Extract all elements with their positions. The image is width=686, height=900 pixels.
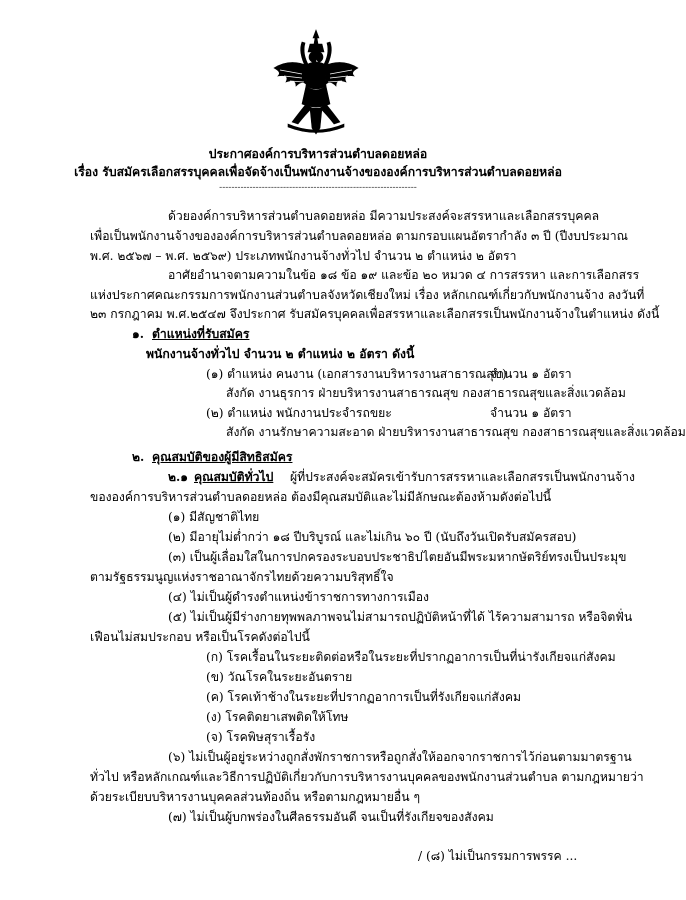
- section2-1-number: ๒.๑: [168, 470, 189, 484]
- intro-p1-line2: เพื่อเป็นพนักงานจ้างขององค์การบริหารส่วนตำบลดอยหล่อ ตามกรอบแผนอัตรากำลัง ๓ ปี (ปีงบประมาณ: [90, 229, 628, 243]
- qualification-item-5-line1: (๕) ไม่เป็นผู้มีร่างกายทุพพลภาพจนไม่สามารถปฏิบัติหน้าที่ได้ ไร้ความสามารถ หรือจิตฟั่น: [168, 610, 633, 624]
- disease-item: (ก) โรคเรื้อนในระยะติดต่อหรือในระยะที่ปรากฏอาการเป็นที่น่ารังเกียจแก่สังคม: [206, 650, 616, 664]
- qualification-item-1: (๑) มีสัญชาติไทย: [168, 510, 260, 524]
- header-divider: -----------------------------------------------------------------: [219, 183, 417, 193]
- position-2-count: จำนวน ๑ อัตรา: [490, 406, 572, 420]
- qualification-item-6-line1: (๖) ไม่เป็นผู้อยู่ระหว่างถูกสั่งพักราชการหรือถูกสั่งให้ออกจากราชการไว้ก่อนตามมาตรฐาน: [168, 750, 632, 764]
- qualification-item-3-line2: ตามรัฐธรรมนูญแห่งราชอาณาจักรไทยด้วยความบริสุทธิ์ใจ: [90, 570, 394, 584]
- qualification-item-5-line2: เฟือนไม่สมประกอบ หรือเป็นโรคดังต่อไปนี้: [90, 630, 310, 644]
- qualification-item-3-line1: (๓) เป็นผู้เลื่อมใสในการปกครองระบอบประชาธิปไตยอันมีพระมหากษัตริย์ทรงเป็นประมุข: [168, 550, 627, 564]
- position-2-affiliation: สังกัด งานรักษาความสะอาด ฝ่ายบริหารงานสาธารณสุข กองสาธารณสุขและสิ่งแวดล้อม: [226, 425, 686, 439]
- section1-subheading: พนักงานจ้างทั่วไป จำนวน ๒ ตำแหน่ง ๒ อัตรา ดังนี้: [146, 347, 415, 361]
- qualification-item-6-line2: ทั่วไป หรือหลักเกณฑ์และวิธีการปฏิบัติเกี่ยวกับการบริหารงานบุคคลของพนักงานส่วนตำบล ตามกฎหมายว่า: [90, 770, 644, 784]
- section2-number: ๒.: [132, 450, 145, 464]
- intro-p1-line3: พ.ศ. ๒๕๖๗ – พ.ศ. ๒๕๖๙) ประเภทพนักงานจ้างทั่วไป จำนวน ๒ ตำแหน่ง ๒ อัตรา: [90, 249, 517, 263]
- page-continuation: / (๘) ไม่เป็นกรรมการพรรค ...: [418, 849, 578, 863]
- section2-1-text-line2: ขององค์การบริหารส่วนตำบลดอยหล่อ ต้องมีคุณสมบัติและไม่มีลักษณะต้องห้ามดังต่อไปนี้: [90, 490, 552, 504]
- qualification-item-6-line3: ด้วยระเบียบบริหารงานบุคคลส่วนท้องถิ่น หรือตามกฎหมายอื่น ๆ: [90, 790, 420, 804]
- qualification-item-7: (๗) ไม่เป็นผู้บกพร่องในศีลธรรมอันดี จนเป็นที่รังเกียจของสังคม: [168, 810, 494, 824]
- garuda-emblem-icon: [268, 28, 364, 138]
- position-1-count: จำนวน ๑ อัตรา: [490, 367, 572, 381]
- qualification-item-2: (๒) มีอายุไม่ต่ำกว่า ๑๘ ปีบริบูรณ์ และไม่เกิน ๖๐ ปี (นับถึงวันเปิดรับสมัครสอบ): [168, 530, 577, 544]
- intro-p2-line3: ๒๓ กรกฎาคม พ.ศ.๒๕๔๗ จึงประกาศ รับสมัครบุคคลเพื่อสรรหาและเลือกสรรเป็นพนักงานจ้างในตำแหน่ง ดังนี้: [90, 307, 660, 321]
- org-title: ประกาศองค์การบริหารส่วนตำบลดอยหล่อ: [208, 147, 428, 161]
- section2-1-text-line1: ผู้ที่ประสงค์จะสมัครเข้ารับการสรรหาและเลือกสรรเป็นพนักงานจ้าง: [290, 470, 635, 484]
- position-1-title: (๑) ตำแหน่ง คนงาน (เอกสารงานบริหารงานสาธารณสุข): [206, 367, 507, 381]
- section1-heading: ตำแหน่งที่รับสมัคร: [152, 327, 250, 341]
- disease-item: (ข) วัณโรคในระยะอันตราย: [206, 670, 353, 684]
- intro-p2-line2: แห่งประกาศคณะกรรมการพนักงานส่วนตำบลจังหวัดเชียงใหม่ เรื่อง หลักเกณฑ์เกี่ยวกับพนักงานจ้าง ลงวันที่: [90, 288, 645, 302]
- intro-p2-line1: อาศัยอำนาจตามความในข้อ ๑๘ ข้อ ๑๙ และข้อ ๒๐ หมวด ๔ การสรรหา และการเลือกสรร: [168, 268, 640, 282]
- disease-item: (ค) โรคเท้าช้างในระยะที่ปรากฏอาการเป็นที่รังเกียจแก่สังคม: [206, 690, 522, 704]
- position-1-affiliation: สังกัด งานธุรการ ฝ่ายบริหารงานสาธารณสุข กองสาธารณสุขและสิ่งแวดล้อม: [226, 386, 626, 400]
- document-subject: เรื่อง รับสมัครเลือกสรรบุคคลเพื่อจัดจ้างเป็นพนักงานจ้างขององค์การบริหารส่วนตำบลดอยหล่อ: [74, 165, 562, 179]
- section1-number: ๑.: [132, 327, 144, 341]
- position-2-title: (๒) ตำแหน่ง พนักงานประจำรถขยะ: [206, 406, 392, 420]
- qualification-item-4: (๔) ไม่เป็นผู้ดำรงตำแหน่งข้าราชการทางการเมือง: [168, 590, 430, 604]
- disease-item: (จ) โรคพิษสุราเรื้อรัง: [206, 730, 316, 744]
- disease-item: (ง) โรคติดยาเสพติดให้โทษ: [206, 710, 349, 724]
- section2-1-heading: คุณสมบัติทั่วไป: [194, 470, 274, 484]
- intro-p1-line1: ด้วยองค์การบริหารส่วนตำบลดอยหล่อ มีความประสงค์จะสรรหาและเลือกสรรบุคคล: [168, 209, 600, 223]
- section2-heading: คุณสมบัติของผู้มีสิทธิสมัคร: [152, 450, 293, 464]
